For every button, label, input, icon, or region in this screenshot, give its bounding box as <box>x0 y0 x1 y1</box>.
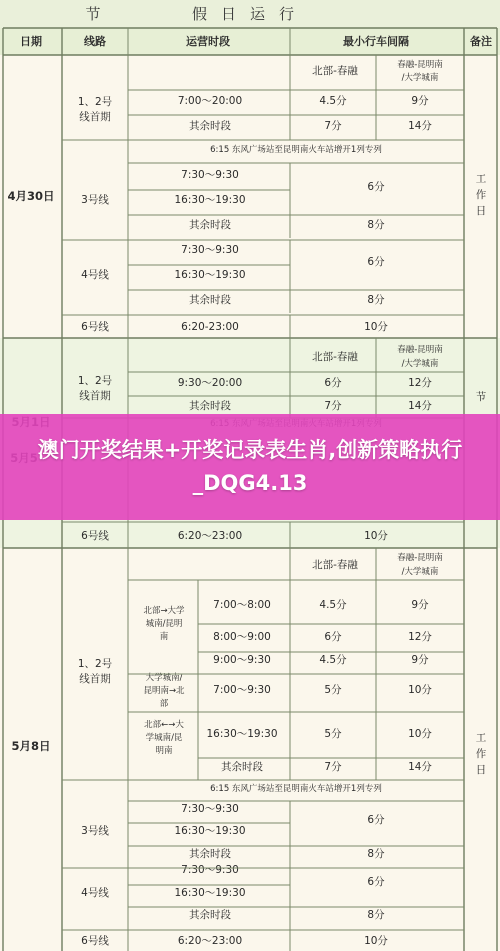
apr30-l4-peak: 6分 <box>367 256 385 268</box>
may8-col-north: 北部-春融 <box>312 559 358 571</box>
apr30-note-b: 作 <box>475 189 487 201</box>
apr30-l6-time: 6:20-23:00 <box>181 321 239 333</box>
may8-l12-label-a: 1、2号 <box>77 658 113 670</box>
may8-l4-peak: 6分 <box>367 876 385 888</box>
may8-g1-south-2: 12分 <box>408 631 432 643</box>
may8-g1-time-2: 8:00～9:00 <box>213 631 271 643</box>
apr30-l3-label: 3号线 <box>81 194 109 206</box>
may8-g1-time-3: 9:00～9:30 <box>213 654 271 666</box>
may8-l3-time-3: 其余时段 <box>189 848 231 860</box>
apr30-l12-label-a: 1、2号 <box>77 96 113 108</box>
apr30-l3-time-1: 7:30～9:30 <box>181 169 239 181</box>
apr30-l6-label: 6号线 <box>81 321 109 333</box>
apr30-l12-label-b: 线首期 <box>79 111 111 123</box>
may8-l3-other: 8分 <box>367 848 385 860</box>
may8-group1-label-c: 南 <box>159 632 169 642</box>
may8-group1-label-b: 城南/昆明 <box>145 619 183 629</box>
may8-group2-label-b: 昆明南→北 <box>143 686 185 696</box>
may8-l4-time-1: 7:30～9:30 <box>181 864 239 876</box>
may1-l12-label-a: 1、2号 <box>77 375 113 387</box>
may8-note-b: 作 <box>475 748 487 760</box>
may8-g3-time-1: 16:30～19:30 <box>206 728 278 740</box>
apr30-l4-other: 8分 <box>367 294 385 306</box>
may8-note-c: 日 <box>475 764 487 776</box>
may8-g1-south-1: 9分 <box>411 599 429 611</box>
date-apr30: 4月30日 <box>7 189 55 203</box>
may8-l3-label: 3号线 <box>81 825 109 837</box>
header-band <box>0 28 500 55</box>
apr30-col-south-a: 春融-昆明南 <box>397 60 443 70</box>
may8-l6-label: 6号线 <box>81 935 109 947</box>
apr30-l4-time-1: 7:30～9:30 <box>181 244 239 256</box>
title-left-char: 节 <box>85 5 115 23</box>
header-line: 线路 <box>84 35 106 48</box>
apr30-l12-south-1: 9分 <box>411 95 429 107</box>
date-may8: 5月8日 <box>11 739 51 753</box>
apr30-l12-time-1: 7:00～20:00 <box>177 95 243 107</box>
may8-l6-time: 6:20～23:00 <box>177 935 243 947</box>
may8-l3-peak: 6分 <box>367 814 385 826</box>
may1-l6-label: 6号线 <box>81 530 109 542</box>
apr30-l6-interval: 10分 <box>364 321 388 333</box>
apr30-l4-time-2: 16:30～19:30 <box>174 269 246 281</box>
apr30-l4-time-3: 其余时段 <box>189 294 231 306</box>
apr30-col-north: 北部-春融 <box>312 65 358 77</box>
may8-g3-north-1: 5分 <box>324 728 342 740</box>
header-hours: 运营时段 <box>186 35 230 48</box>
apr30-l12-note: 6:15 东风广场站至昆明南火车站增开1列专列 <box>210 145 382 155</box>
may8-g2-north-1: 5分 <box>324 684 342 696</box>
may8-group2-label-a: 大学城南/ <box>145 673 183 683</box>
may8-group1-label-a: 北部→大学 <box>143 606 185 616</box>
apr30-l3-other: 8分 <box>367 219 385 231</box>
apr30-l12-south-2: 14分 <box>408 120 432 132</box>
may8-g2-time-1: 7:00～9:30 <box>213 684 271 696</box>
may8-col-south-b: /大学城南 <box>401 567 439 577</box>
may8-g3-time-2: 其余时段 <box>221 761 263 773</box>
may8-g1-time-1: 7:00～8:00 <box>213 599 271 611</box>
may1-l6-interval: 10分 <box>364 530 388 542</box>
may1-note: 节 <box>475 391 487 403</box>
apr30-l12-north-1: 4.5分 <box>319 95 347 107</box>
apr30-l3-peak: 6分 <box>367 181 385 193</box>
may1-l12-time-1: 9:30～20:00 <box>177 377 243 389</box>
may8-g3-north-2: 7分 <box>324 761 342 773</box>
may8-l3-time-2: 16:30～19:30 <box>174 825 246 837</box>
may1-l12-north-2: 7分 <box>324 400 342 412</box>
may1-l12-time-2: 其余时段 <box>189 400 231 412</box>
apr30-l12-time-2: 其余时段 <box>189 120 231 132</box>
may8-col-south-a: 春融-昆明南 <box>397 553 443 563</box>
may8-g1-south-3: 9分 <box>411 654 429 666</box>
header-interval: 最小行车间隔 <box>343 35 409 48</box>
apr30-note-a: 工 <box>475 173 487 185</box>
may8-group3-label-a: 北部←→大 <box>144 720 184 730</box>
may8-g1-north-2: 6分 <box>324 631 342 643</box>
header-date: 日期 <box>20 35 42 48</box>
may8-group3-label-b: 学城南/昆 <box>145 733 183 743</box>
may8-l3-time-1: 7:30～9:30 <box>181 803 239 815</box>
apr30-l4-label: 4号线 <box>81 269 109 281</box>
may8-g3-south-1: 10分 <box>408 728 432 740</box>
may1-l6-time: 6:20～23:00 <box>177 530 243 542</box>
may8-l4-time-3: 其余时段 <box>189 909 231 921</box>
may1-l12-label-b: 线首期 <box>79 390 111 402</box>
apr30-note-c: 日 <box>475 205 487 217</box>
may1-col-south-b: /大学城南 <box>401 359 439 369</box>
apr30-l12-north-2: 7分 <box>324 120 342 132</box>
may8-g2-south-1: 10分 <box>408 684 432 696</box>
may8-l4-other: 8分 <box>367 909 385 921</box>
apr30-col-south-b: /大学城南 <box>401 73 439 83</box>
may8-g1-north-3: 4.5分 <box>319 654 347 666</box>
promo-banner-text: 澳门开奖结果+开奖记录表生肖,创新策略执行_DQG4.13 <box>37 438 463 495</box>
may8-l12-note: 6:15 东风广场站至昆明南火车站增开1列专列 <box>210 784 382 794</box>
may8-group3-label-c: 明南 <box>155 746 173 756</box>
may8-note-a: 工 <box>475 732 487 744</box>
apr30-l3-time-3: 其余时段 <box>189 219 231 231</box>
may8-group2-label-c: 部 <box>159 699 169 709</box>
may8-l4-time-2: 16:30～19:30 <box>174 887 246 899</box>
may1-col-south-a: 春融-昆明南 <box>397 345 443 355</box>
may1-l12-south-2: 14分 <box>408 400 432 412</box>
may1-l12-north-1: 6分 <box>324 377 342 389</box>
may8-l4-label: 4号线 <box>81 887 109 899</box>
promo-banner[interactable] <box>0 414 500 520</box>
may1-l12-south-1: 12分 <box>408 377 432 389</box>
header-note: 备注 <box>470 35 492 48</box>
page-title: 假日运行 <box>191 5 309 23</box>
apr30-l3-time-2: 16:30～19:30 <box>174 194 246 206</box>
may1-col-north: 北部-春融 <box>312 351 358 363</box>
may8-l6-interval: 10分 <box>364 935 388 947</box>
may8-g3-south-2: 14分 <box>408 761 432 773</box>
may8-g1-north-1: 4.5分 <box>319 599 347 611</box>
may8-l12-label-b: 线首期 <box>79 673 111 685</box>
